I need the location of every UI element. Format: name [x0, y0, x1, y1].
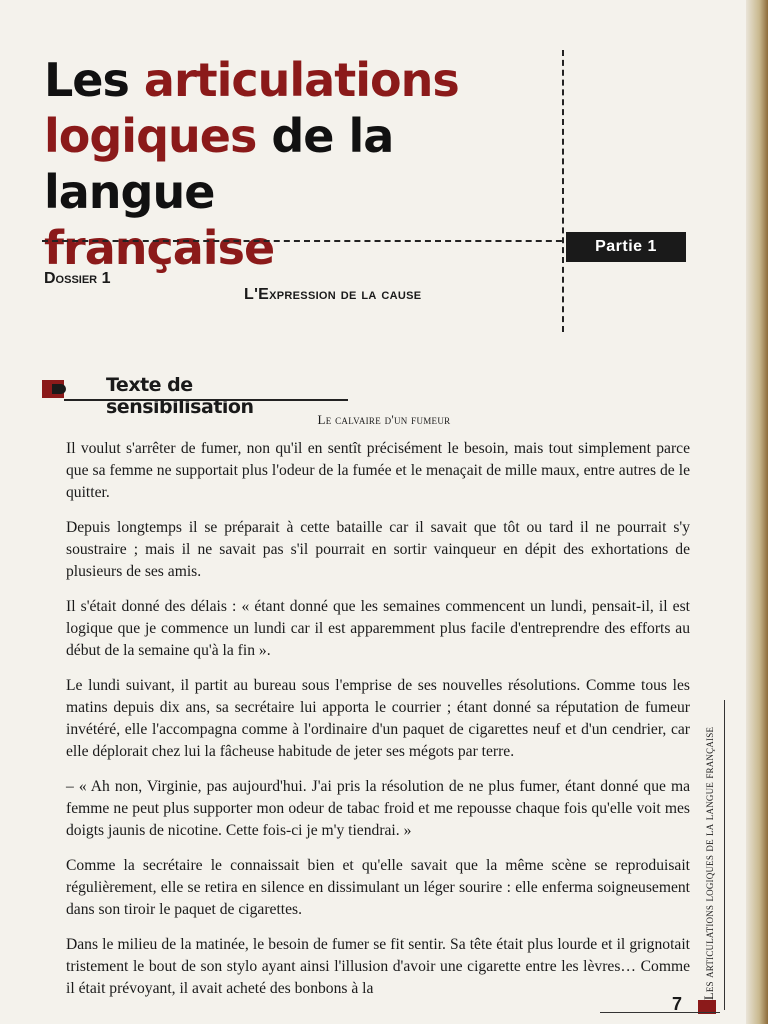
side-running-title: Les articulations logiques de la langue française: [702, 726, 716, 1000]
partie-badge: Partie 1: [566, 232, 686, 262]
book-spine-edge: [746, 0, 768, 1024]
paragraph: Il s'était donné des délais : « étant donné que les semaines commencent un lundi, pensait-il, il est logique que je commence un lundi car il est apparemment plus facile d'entreprendre des efforts au début de la semaine qu'à la fin ».: [66, 598, 690, 659]
section-heading-underline: [64, 399, 348, 401]
section-heading: [42, 374, 342, 418]
side-vertical-rule: [724, 700, 725, 1010]
paragraph: Dans le milieu de la matinée, le besoin de fumer se fit sentir. Sa tête était plus lourde et il grignotait tristement le bout de son stylo ayant ainsi l'illusion d'avoir une cigarette entre les lèvres… Comme il était prévoyant, il avait acheté des bonbons à la: [66, 936, 690, 997]
page-number: 7: [672, 994, 683, 1014]
paragraph: Le lundi suivant, il partit au bureau sous l'emprise de ses nouvelles résolutions. Comme tous les matins depuis dix ans, sa secrétaire lui apporta le courrier ; étant donné sa réputation de fumeur invétéré, elle l'accompagna comme à l'ordinaire d'un paquet de cigarettes neuf et d'un cendrier, car elle déplorait chez lui la fâcheuse habitude de jeter ses mégots par terre.: [66, 677, 690, 760]
bottom-rule: [600, 1012, 720, 1013]
section-heading-title: Texte de sensibilisation: [106, 374, 254, 418]
title-word-articulations: articulations: [143, 53, 459, 107]
paragraph: – « Ah non, Virginie, pas aujourd'hui. J'ai pris la résolution de ne plus fumer, étant donné que ma femme ne peut plus supporter mon odeur de tabac froid et me repousse chaque fois qu'elle voit mes doigts jaunis de nicotine. Cette fois-ci je m'y tiendrai. »: [66, 778, 690, 839]
section-subtitle: L'Expression de la cause: [244, 286, 422, 303]
paragraph: Il voulut s'arrêter de fumer, non qu'il en sentît précisément le besoin, mais tout simplement parce que sa femme ne supportait plus l'odeur de la fumée et le menaçait de mille maux, entre autres de le quitter.: [66, 440, 690, 501]
title-word-francaise: française: [44, 221, 275, 275]
title-words-de-la-langue: de la langue: [44, 109, 394, 219]
paragraph: Depuis longtemps il se préparait à cette bataille car il savait que tôt ou tard il ne pourrait s'y soustraire ; mais il ne savait pas s'il pourrait en sortir vainqueur en dépit des exhortations de plusieurs de ses amis.: [66, 519, 690, 580]
horizontal-dashed-divider: [42, 240, 572, 242]
section-number-icon: [42, 380, 64, 398]
page-title: [44, 52, 564, 276]
text-title: Le calvaire d'un fumeur: [317, 412, 451, 427]
title-word-les: Les: [44, 53, 144, 107]
vertical-dashed-divider: [562, 50, 564, 332]
dossier-label: Dossier 1: [44, 270, 111, 287]
paragraph: Comme la secrétaire le connaissait bien et qu'elle savait que la même scène se reproduisait régulièrement, elle se retira en silence en dissimulant un léger sourire : elle enferma soigneusement dans son tiroir le paquet de cigarettes.: [66, 857, 690, 918]
title-word-logiques: logiques: [44, 109, 257, 163]
body-text: [66, 438, 690, 1013]
